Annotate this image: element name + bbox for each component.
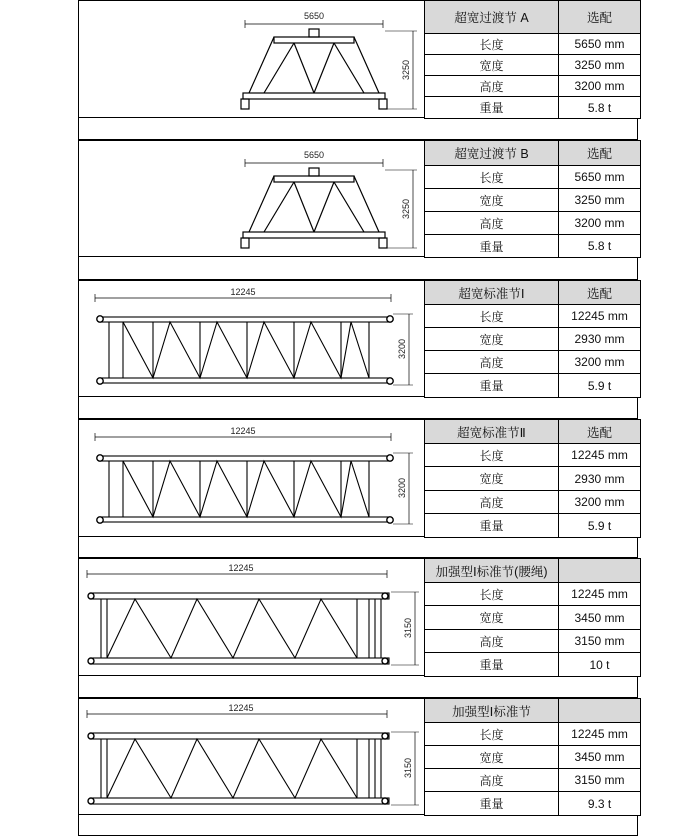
truss-diagram xyxy=(79,1,426,119)
row-value: 5650 mm xyxy=(559,166,641,189)
row-value: 2930 mm xyxy=(559,328,641,351)
row-label: 宽度 xyxy=(425,746,559,769)
option-cell: 选配 xyxy=(559,420,641,444)
row-value: 3200 mm xyxy=(559,212,641,235)
spec-table xyxy=(424,0,641,119)
row-value: 5.9 t xyxy=(559,374,641,398)
section-gap xyxy=(78,815,638,836)
dim-height: 3250 xyxy=(401,198,411,220)
option-cell xyxy=(559,699,641,723)
row-label: 重量 xyxy=(425,374,559,398)
spec-table xyxy=(424,280,641,398)
truss-diagram xyxy=(79,699,426,816)
dim-length: 5650 xyxy=(303,11,325,21)
spec-table xyxy=(424,558,641,677)
dim-height: 3150 xyxy=(403,617,413,639)
row-value: 5.8 t xyxy=(559,97,641,119)
row-label: 长度 xyxy=(425,305,559,328)
dim-length: 12245 xyxy=(228,703,254,713)
section-gap xyxy=(78,118,638,140)
row-label: 宽度 xyxy=(425,467,559,491)
table-title: 加强型Ⅰ标准节(腰绳) xyxy=(425,559,559,583)
section-gap xyxy=(78,257,638,280)
row-label: 高度 xyxy=(425,769,559,792)
table-title: 超宽过渡节 A xyxy=(425,1,559,34)
dim-height: 3150 xyxy=(403,757,413,779)
row-value: 3450 mm xyxy=(559,606,641,630)
dim-height: 3200 xyxy=(397,477,407,499)
table-title: 超宽过渡节 B xyxy=(425,141,559,166)
section-gap xyxy=(78,537,638,558)
drawing-reinforced-waist xyxy=(78,558,425,676)
row-label: 长度 xyxy=(425,583,559,606)
row-value: 3150 mm xyxy=(559,769,641,792)
table-title: 超宽标准节Ⅱ xyxy=(425,420,559,444)
row-value: 5650 mm xyxy=(559,34,641,55)
row-value: 3250 mm xyxy=(559,189,641,212)
spec-table xyxy=(424,140,641,258)
row-value: 12245 mm xyxy=(559,723,641,746)
row-label: 宽度 xyxy=(425,189,559,212)
row-value: 12245 mm xyxy=(559,305,641,328)
row-value: 12245 mm xyxy=(559,583,641,606)
row-value: 3200 mm xyxy=(559,351,641,374)
row-label: 长度 xyxy=(425,444,559,467)
row-label: 重量 xyxy=(425,792,559,816)
option-cell: 选配 xyxy=(559,1,641,34)
row-value: 3450 mm xyxy=(559,746,641,769)
row-label: 长度 xyxy=(425,723,559,746)
option-cell: 选配 xyxy=(559,141,641,166)
row-value: 5.9 t xyxy=(559,514,641,538)
row-value: 2930 mm xyxy=(559,467,641,491)
dim-length: 12245 xyxy=(230,426,256,436)
drawing-standard-1 xyxy=(78,280,425,397)
row-label: 重量 xyxy=(425,235,559,258)
option-cell xyxy=(559,559,641,583)
drawing-transition-a xyxy=(78,0,425,118)
row-label: 重量 xyxy=(425,653,559,677)
row-label: 宽度 xyxy=(425,55,559,76)
dim-length: 5650 xyxy=(303,150,325,160)
section-gap xyxy=(78,676,638,698)
row-value: 3200 mm xyxy=(559,491,641,514)
dim-height: 3200 xyxy=(397,338,407,360)
drawing-transition-b xyxy=(78,140,425,257)
table-title: 超宽标准节Ⅰ xyxy=(425,281,559,305)
drawing-standard-2 xyxy=(78,419,425,537)
row-label: 高度 xyxy=(425,76,559,97)
row-label: 高度 xyxy=(425,212,559,235)
row-value: 9.3 t xyxy=(559,792,641,816)
row-label: 高度 xyxy=(425,630,559,653)
row-label: 高度 xyxy=(425,351,559,374)
row-value: 10 t xyxy=(559,653,641,677)
dim-length: 12245 xyxy=(228,563,254,573)
truss-diagram xyxy=(79,141,426,258)
truss-diagram xyxy=(79,559,426,677)
row-value: 3200 mm xyxy=(559,76,641,97)
row-value: 5.8 t xyxy=(559,235,641,258)
row-label: 宽度 xyxy=(425,606,559,630)
row-label: 长度 xyxy=(425,166,559,189)
section-gap xyxy=(78,397,638,419)
row-label: 长度 xyxy=(425,34,559,55)
spec-table xyxy=(424,698,641,816)
table-title: 加强型Ⅰ标准节 xyxy=(425,699,559,723)
row-label: 高度 xyxy=(425,491,559,514)
row-value: 12245 mm xyxy=(559,444,641,467)
spec-table xyxy=(424,419,641,538)
dim-height: 3250 xyxy=(401,59,411,81)
drawing-reinforced xyxy=(78,698,425,815)
truss-diagram xyxy=(79,420,426,538)
dim-length: 12245 xyxy=(230,287,256,297)
row-value: 3250 mm xyxy=(559,55,641,76)
option-cell: 选配 xyxy=(559,281,641,305)
row-label: 重量 xyxy=(425,514,559,538)
truss-diagram xyxy=(79,281,426,398)
row-label: 重量 xyxy=(425,97,559,119)
row-label: 宽度 xyxy=(425,328,559,351)
row-value: 3150 mm xyxy=(559,630,641,653)
